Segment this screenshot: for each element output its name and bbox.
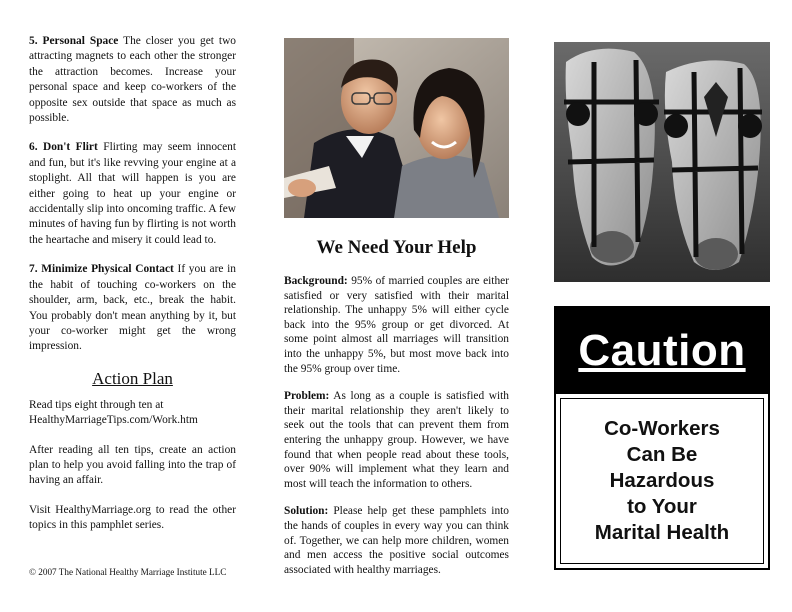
caution-line: Co-Workers [604, 417, 720, 440]
tip-text: If you are in the habit of touching co-workers on the shoulder, arm, back, etc., break the habit. You probably don't mean anything by it, but your co-worker might get the wrong impression. [29, 263, 236, 353]
tip-personal-space [29, 34, 236, 126]
background-section [284, 274, 509, 376]
coworkers-photo [284, 38, 509, 218]
tip-minimize-contact [29, 262, 236, 354]
caution-line: Can Be [626, 443, 698, 466]
left-panel [29, 34, 236, 548]
tip-text: Flirting may seem innocent and fun, but it's like revving your engine at a stoplight. All that will happen is you are either going to heat up your engine or accidentally slip into oncoming traffic. A few minutes of having fun by flirting is not worth the heartache and misery it could lead to. [29, 141, 236, 246]
action-plan-paragraph: Read tips eight through ten at HealthyMarriageTips.com/Work.htm [29, 398, 198, 427]
section-text: 95% of married couples are either satisfied or very satisfied with their marital relationship. The unhappy 5% will either cycle back into the 95% group or get divorced. At some point almost all marriages will transition into the unhappy 5%, but most move back into the 95% group over time. [284, 275, 509, 375]
caution-header [556, 308, 768, 394]
tip-dont-flirt [29, 140, 236, 248]
tip-heading: 6. Don't Flirt [29, 141, 98, 154]
caution-line: Hazardous [609, 469, 715, 492]
middle-panel [284, 236, 509, 590]
help-title: We Need Your Help [316, 237, 477, 258]
problem-section [284, 389, 509, 491]
tip-heading: 7. Minimize Physical Contact [29, 263, 174, 276]
section-label: Solution: [284, 505, 329, 518]
copyright-notice: © 2007 The National Healthy Marriage Institute LLC [29, 567, 227, 577]
caution-line: Marital Health [594, 521, 730, 544]
caution-message-box [560, 398, 764, 564]
tip-text: The closer you get two attracting magnets to each other the stronger the attraction becomes. Increase your personal space and keep co-workers of the opposite sex outside that space as much as possible. [29, 35, 236, 125]
solution-section [284, 504, 509, 577]
caution-panel [554, 306, 770, 570]
section-text: Please help get these pamphlets into the hands of couples in every way you can think of. Together, we can help more children, women and men access the positive social outcomes associated with healthy marriages. [284, 505, 509, 576]
caution-line: to Your [627, 495, 697, 518]
action-plan-paragraph: Visit HealthyMarriage.org to read the other topics in this pamphlet series. [29, 503, 236, 532]
action-plan-paragraph: After reading all ten tips, create an action plan to help you avoid falling into the trap of having an affair. [29, 443, 236, 487]
section-label: Background: [284, 275, 348, 287]
caution-title: Caution [578, 326, 746, 375]
section-label: Problem: [284, 390, 330, 403]
tip-heading: 5. Personal Space [29, 35, 119, 47]
action-plan-title: Action Plan [92, 368, 173, 388]
horses-photo [554, 42, 770, 282]
section-text: As long as a couple is satisfied with their marital relationship they aren't likely to seek out the tools that can prevent them from entering the unhappy group. However, we have found that when people read about these tools, over 90% will implement what they learn and most will teach the information to others. [284, 390, 509, 490]
caution-message [595, 416, 729, 546]
